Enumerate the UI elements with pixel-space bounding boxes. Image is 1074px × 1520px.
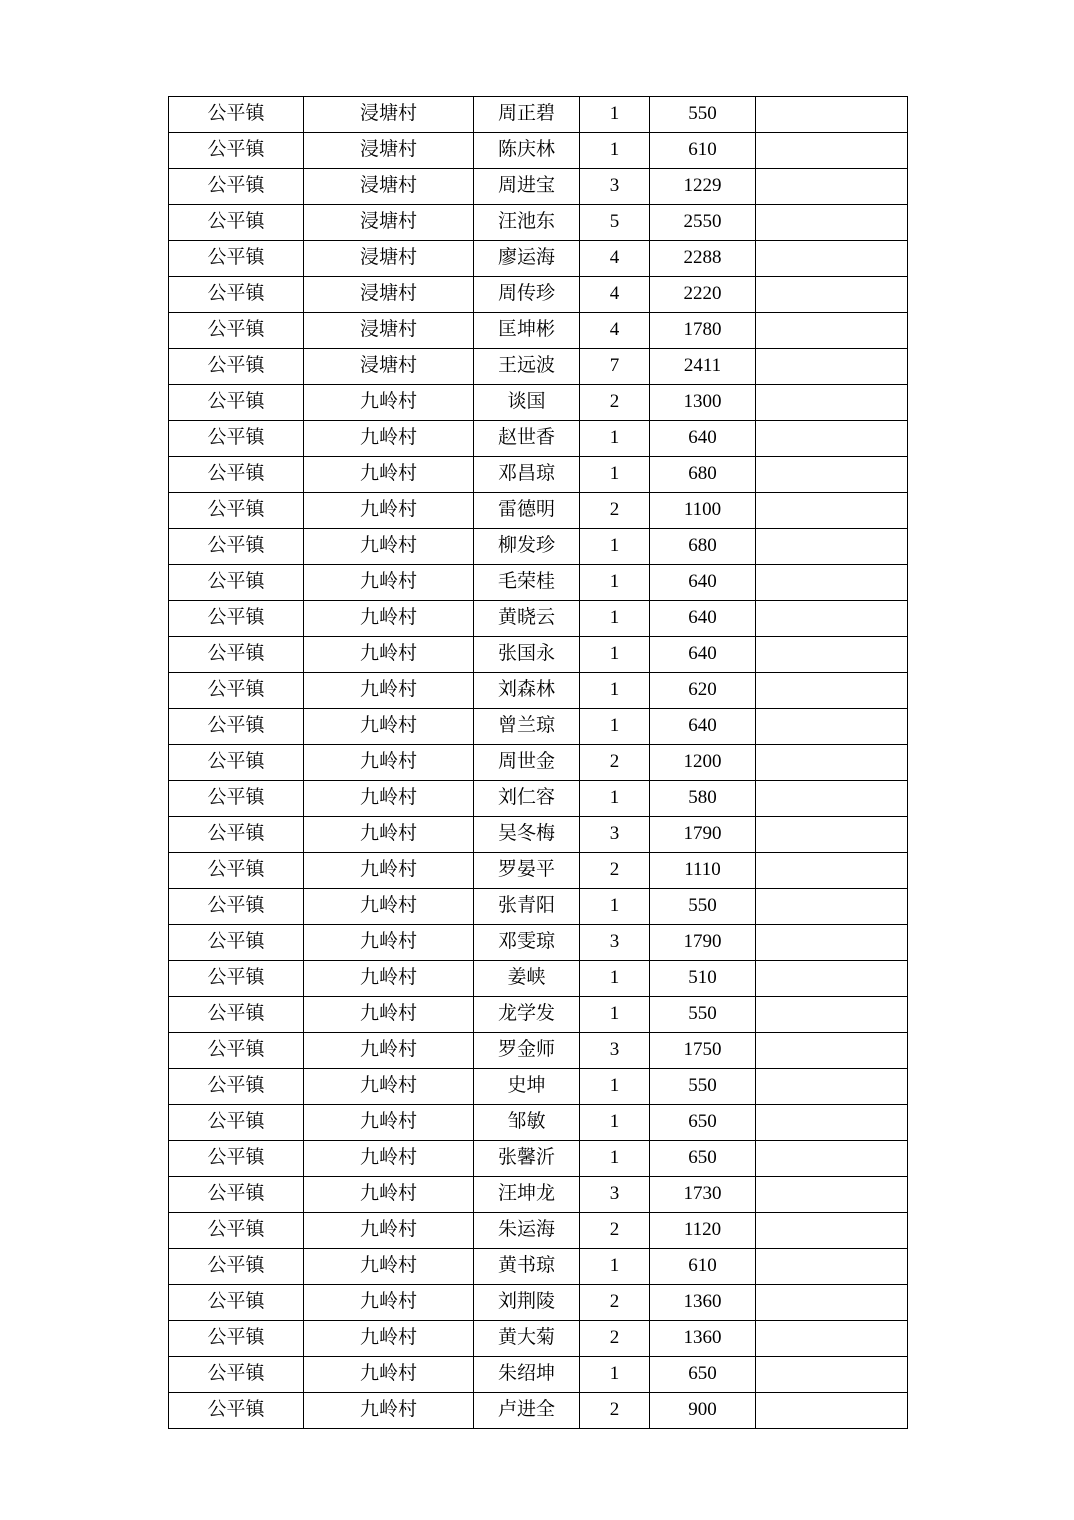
cell-village: 九岭村: [304, 529, 474, 565]
table-row: [169, 1033, 908, 1069]
cell-town: 公平镇: [169, 1177, 304, 1213]
cell-name: 廖运海: [474, 241, 580, 277]
cell-note: [756, 1357, 908, 1393]
cell-note: [756, 1105, 908, 1141]
table-row: [169, 709, 908, 745]
cell-village: 九岭村: [304, 1105, 474, 1141]
cell-village: 九岭村: [304, 673, 474, 709]
cell-village: 浸塘村: [304, 241, 474, 277]
cell-count: 1: [580, 457, 650, 493]
cell-note: [756, 601, 908, 637]
cell-note: [756, 889, 908, 925]
cell-town: 公平镇: [169, 1357, 304, 1393]
cell-count: 1: [580, 133, 650, 169]
cell-count: 1: [580, 781, 650, 817]
cell-town: 公平镇: [169, 1393, 304, 1429]
cell-note: [756, 745, 908, 781]
cell-amount: 1790: [650, 925, 756, 961]
subsidy-table: [168, 96, 908, 1429]
cell-count: 1: [580, 1141, 650, 1177]
cell-count: 1: [580, 1357, 650, 1393]
cell-count: 7: [580, 349, 650, 385]
cell-count: 2: [580, 1213, 650, 1249]
table-row: [169, 745, 908, 781]
cell-count: 2: [580, 745, 650, 781]
cell-count: 2: [580, 385, 650, 421]
cell-village: 九岭村: [304, 1069, 474, 1105]
cell-village: 九岭村: [304, 853, 474, 889]
cell-note: [756, 205, 908, 241]
cell-name: 刘荆陵: [474, 1285, 580, 1321]
cell-note: [756, 673, 908, 709]
cell-town: 公平镇: [169, 637, 304, 673]
subsidy-table-container: [168, 96, 907, 1429]
cell-note: [756, 97, 908, 133]
cell-town: 公平镇: [169, 889, 304, 925]
cell-amount: 1100: [650, 493, 756, 529]
cell-town: 公平镇: [169, 1249, 304, 1285]
cell-amount: 680: [650, 529, 756, 565]
cell-amount: 620: [650, 673, 756, 709]
cell-note: [756, 925, 908, 961]
cell-count: 4: [580, 241, 650, 277]
cell-name: 赵世香: [474, 421, 580, 457]
cell-amount: 900: [650, 1393, 756, 1429]
cell-count: 1: [580, 601, 650, 637]
cell-town: 公平镇: [169, 817, 304, 853]
cell-note: [756, 1249, 908, 1285]
cell-town: 公平镇: [169, 277, 304, 313]
cell-note: [756, 421, 908, 457]
cell-name: 朱绍坤: [474, 1357, 580, 1393]
cell-name: 邹敏: [474, 1105, 580, 1141]
cell-amount: 1790: [650, 817, 756, 853]
cell-amount: 650: [650, 1141, 756, 1177]
cell-count: 3: [580, 925, 650, 961]
cell-town: 公平镇: [169, 385, 304, 421]
cell-name: 姜峡: [474, 961, 580, 997]
cell-note: [756, 349, 908, 385]
cell-name: 刘仁容: [474, 781, 580, 817]
cell-amount: 1360: [650, 1285, 756, 1321]
cell-name: 朱运海: [474, 1213, 580, 1249]
cell-amount: 1780: [650, 313, 756, 349]
cell-village: 九岭村: [304, 1141, 474, 1177]
cell-village: 九岭村: [304, 817, 474, 853]
cell-amount: 550: [650, 997, 756, 1033]
table-row: [169, 1177, 908, 1213]
cell-amount: 2220: [650, 277, 756, 313]
cell-town: 公平镇: [169, 961, 304, 997]
cell-amount: 550: [650, 1069, 756, 1105]
cell-note: [756, 1321, 908, 1357]
cell-village: 浸塘村: [304, 313, 474, 349]
cell-note: [756, 457, 908, 493]
cell-note: [756, 277, 908, 313]
table-row: [169, 817, 908, 853]
cell-village: 浸塘村: [304, 97, 474, 133]
cell-count: 5: [580, 205, 650, 241]
table-row: [169, 1069, 908, 1105]
cell-note: [756, 385, 908, 421]
table-row: [169, 637, 908, 673]
cell-village: 九岭村: [304, 889, 474, 925]
cell-village: 九岭村: [304, 457, 474, 493]
cell-name: 邓雯琼: [474, 925, 580, 961]
cell-amount: 1120: [650, 1213, 756, 1249]
cell-name: 雷德明: [474, 493, 580, 529]
table-row: [169, 1213, 908, 1249]
cell-amount: 640: [650, 709, 756, 745]
cell-village: 浸塘村: [304, 205, 474, 241]
cell-note: [756, 637, 908, 673]
table-row: [169, 601, 908, 637]
cell-count: 1: [580, 421, 650, 457]
cell-name: 黄书琼: [474, 1249, 580, 1285]
cell-name: 谈国: [474, 385, 580, 421]
cell-count: 1: [580, 529, 650, 565]
cell-name: 邓昌琼: [474, 457, 580, 493]
cell-amount: 640: [650, 421, 756, 457]
cell-village: 九岭村: [304, 925, 474, 961]
cell-village: 九岭村: [304, 997, 474, 1033]
cell-note: [756, 241, 908, 277]
cell-note: [756, 493, 908, 529]
cell-count: 1: [580, 961, 650, 997]
table-row: [169, 1105, 908, 1141]
cell-note: [756, 133, 908, 169]
cell-village: 浸塘村: [304, 133, 474, 169]
cell-name: 柳发珍: [474, 529, 580, 565]
cell-village: 九岭村: [304, 565, 474, 601]
cell-village: 九岭村: [304, 1321, 474, 1357]
cell-village: 九岭村: [304, 637, 474, 673]
cell-amount: 640: [650, 565, 756, 601]
cell-town: 公平镇: [169, 565, 304, 601]
cell-town: 公平镇: [169, 1141, 304, 1177]
cell-village: 九岭村: [304, 601, 474, 637]
cell-village: 浸塘村: [304, 349, 474, 385]
cell-count: 4: [580, 277, 650, 313]
cell-count: 2: [580, 1393, 650, 1429]
cell-count: 3: [580, 817, 650, 853]
cell-village: 九岭村: [304, 709, 474, 745]
cell-note: [756, 1213, 908, 1249]
table-row: [169, 1249, 908, 1285]
cell-count: 3: [580, 169, 650, 205]
cell-name: 张青阳: [474, 889, 580, 925]
cell-name: 汪坤龙: [474, 1177, 580, 1213]
table-row: [169, 781, 908, 817]
cell-count: 4: [580, 313, 650, 349]
table-row: [169, 673, 908, 709]
table-row: [169, 349, 908, 385]
cell-amount: 510: [650, 961, 756, 997]
cell-village: 九岭村: [304, 1213, 474, 1249]
cell-amount: 580: [650, 781, 756, 817]
cell-village: 九岭村: [304, 421, 474, 457]
cell-count: 1: [580, 637, 650, 673]
cell-amount: 1110: [650, 853, 756, 889]
cell-note: [756, 1069, 908, 1105]
cell-town: 公平镇: [169, 925, 304, 961]
cell-amount: 640: [650, 637, 756, 673]
cell-amount: 2288: [650, 241, 756, 277]
cell-amount: 680: [650, 457, 756, 493]
cell-village: 九岭村: [304, 1285, 474, 1321]
cell-town: 公平镇: [169, 169, 304, 205]
cell-name: 周世金: [474, 745, 580, 781]
cell-count: 3: [580, 1177, 650, 1213]
cell-amount: 1730: [650, 1177, 756, 1213]
cell-name: 毛荣桂: [474, 565, 580, 601]
cell-amount: 550: [650, 889, 756, 925]
cell-note: [756, 1033, 908, 1069]
cell-town: 公平镇: [169, 241, 304, 277]
table-row: [169, 529, 908, 565]
cell-town: 公平镇: [169, 529, 304, 565]
cell-amount: 1229: [650, 169, 756, 205]
cell-town: 公平镇: [169, 97, 304, 133]
cell-town: 公平镇: [169, 673, 304, 709]
cell-name: 周进宝: [474, 169, 580, 205]
cell-town: 公平镇: [169, 1105, 304, 1141]
cell-note: [756, 169, 908, 205]
cell-village: 九岭村: [304, 1033, 474, 1069]
cell-name: 汪池东: [474, 205, 580, 241]
cell-name: 张国永: [474, 637, 580, 673]
cell-village: 九岭村: [304, 385, 474, 421]
table-row: [169, 565, 908, 601]
cell-village: 九岭村: [304, 1177, 474, 1213]
table-row: [169, 1285, 908, 1321]
table-row: [169, 241, 908, 277]
cell-amount: 2550: [650, 205, 756, 241]
cell-town: 公平镇: [169, 349, 304, 385]
cell-town: 公平镇: [169, 997, 304, 1033]
cell-amount: 1200: [650, 745, 756, 781]
cell-name: 匡坤彬: [474, 313, 580, 349]
table-row: [169, 385, 908, 421]
cell-count: 2: [580, 1321, 650, 1357]
cell-village: 九岭村: [304, 1249, 474, 1285]
table-row: [169, 133, 908, 169]
cell-count: 1: [580, 997, 650, 1033]
cell-amount: 610: [650, 133, 756, 169]
cell-note: [756, 1393, 908, 1429]
cell-amount: 650: [650, 1105, 756, 1141]
cell-name: 吴冬梅: [474, 817, 580, 853]
cell-name: 王远波: [474, 349, 580, 385]
cell-count: 1: [580, 889, 650, 925]
cell-name: 罗晏平: [474, 853, 580, 889]
table-row: [169, 421, 908, 457]
cell-name: 罗金师: [474, 1033, 580, 1069]
cell-note: [756, 961, 908, 997]
table-row: [169, 169, 908, 205]
table-row: [169, 313, 908, 349]
table-row: [169, 925, 908, 961]
cell-count: 3: [580, 1033, 650, 1069]
table-row: [169, 97, 908, 133]
cell-town: 公平镇: [169, 457, 304, 493]
cell-name: 周正碧: [474, 97, 580, 133]
cell-name: 陈庆林: [474, 133, 580, 169]
cell-town: 公平镇: [169, 205, 304, 241]
cell-town: 公平镇: [169, 853, 304, 889]
cell-note: [756, 853, 908, 889]
cell-village: 九岭村: [304, 745, 474, 781]
cell-amount: 1750: [650, 1033, 756, 1069]
cell-name: 卢进全: [474, 1393, 580, 1429]
cell-count: 2: [580, 493, 650, 529]
cell-amount: 2411: [650, 349, 756, 385]
cell-count: 1: [580, 1069, 650, 1105]
cell-village: 九岭村: [304, 1393, 474, 1429]
cell-town: 公平镇: [169, 1033, 304, 1069]
cell-name: 周传珍: [474, 277, 580, 313]
cell-town: 公平镇: [169, 1321, 304, 1357]
cell-village: 九岭村: [304, 493, 474, 529]
cell-town: 公平镇: [169, 781, 304, 817]
cell-town: 公平镇: [169, 421, 304, 457]
cell-name: 张馨沂: [474, 1141, 580, 1177]
cell-village: 九岭村: [304, 781, 474, 817]
table-row: [169, 1393, 908, 1429]
table-row: [169, 1357, 908, 1393]
cell-name: 曾兰琼: [474, 709, 580, 745]
cell-name: 黄大菊: [474, 1321, 580, 1357]
cell-town: 公平镇: [169, 1213, 304, 1249]
cell-count: 1: [580, 673, 650, 709]
cell-name: 刘森林: [474, 673, 580, 709]
cell-count: 2: [580, 853, 650, 889]
cell-town: 公平镇: [169, 745, 304, 781]
cell-count: 2: [580, 1285, 650, 1321]
table-row: [169, 1321, 908, 1357]
table-row: [169, 889, 908, 925]
table-row: [169, 205, 908, 241]
cell-village: 浸塘村: [304, 169, 474, 205]
cell-name: 史坤: [474, 1069, 580, 1105]
cell-amount: 610: [650, 1249, 756, 1285]
cell-count: 1: [580, 1105, 650, 1141]
cell-town: 公平镇: [169, 1285, 304, 1321]
cell-name: 龙学发: [474, 997, 580, 1033]
cell-note: [756, 817, 908, 853]
cell-amount: 1300: [650, 385, 756, 421]
cell-note: [756, 1285, 908, 1321]
cell-note: [756, 529, 908, 565]
table-row: [169, 277, 908, 313]
cell-town: 公平镇: [169, 1069, 304, 1105]
cell-note: [756, 565, 908, 601]
cell-amount: 550: [650, 97, 756, 133]
cell-village: 浸塘村: [304, 277, 474, 313]
cell-name: 黄晓云: [474, 601, 580, 637]
cell-count: 1: [580, 97, 650, 133]
cell-note: [756, 1177, 908, 1213]
table-row: [169, 997, 908, 1033]
table-row: [169, 493, 908, 529]
cell-amount: 650: [650, 1357, 756, 1393]
cell-village: 九岭村: [304, 1357, 474, 1393]
cell-town: 公平镇: [169, 133, 304, 169]
cell-note: [756, 781, 908, 817]
cell-town: 公平镇: [169, 601, 304, 637]
cell-count: 1: [580, 709, 650, 745]
table-row: [169, 853, 908, 889]
cell-note: [756, 1141, 908, 1177]
cell-amount: 1360: [650, 1321, 756, 1357]
cell-count: 1: [580, 565, 650, 601]
cell-note: [756, 313, 908, 349]
cell-note: [756, 709, 908, 745]
table-row: [169, 1141, 908, 1177]
cell-count: 1: [580, 1249, 650, 1285]
cell-amount: 640: [650, 601, 756, 637]
cell-town: 公平镇: [169, 709, 304, 745]
cell-town: 公平镇: [169, 313, 304, 349]
cell-village: 九岭村: [304, 961, 474, 997]
table-row: [169, 961, 908, 997]
table-row: [169, 457, 908, 493]
cell-town: 公平镇: [169, 493, 304, 529]
cell-note: [756, 997, 908, 1033]
